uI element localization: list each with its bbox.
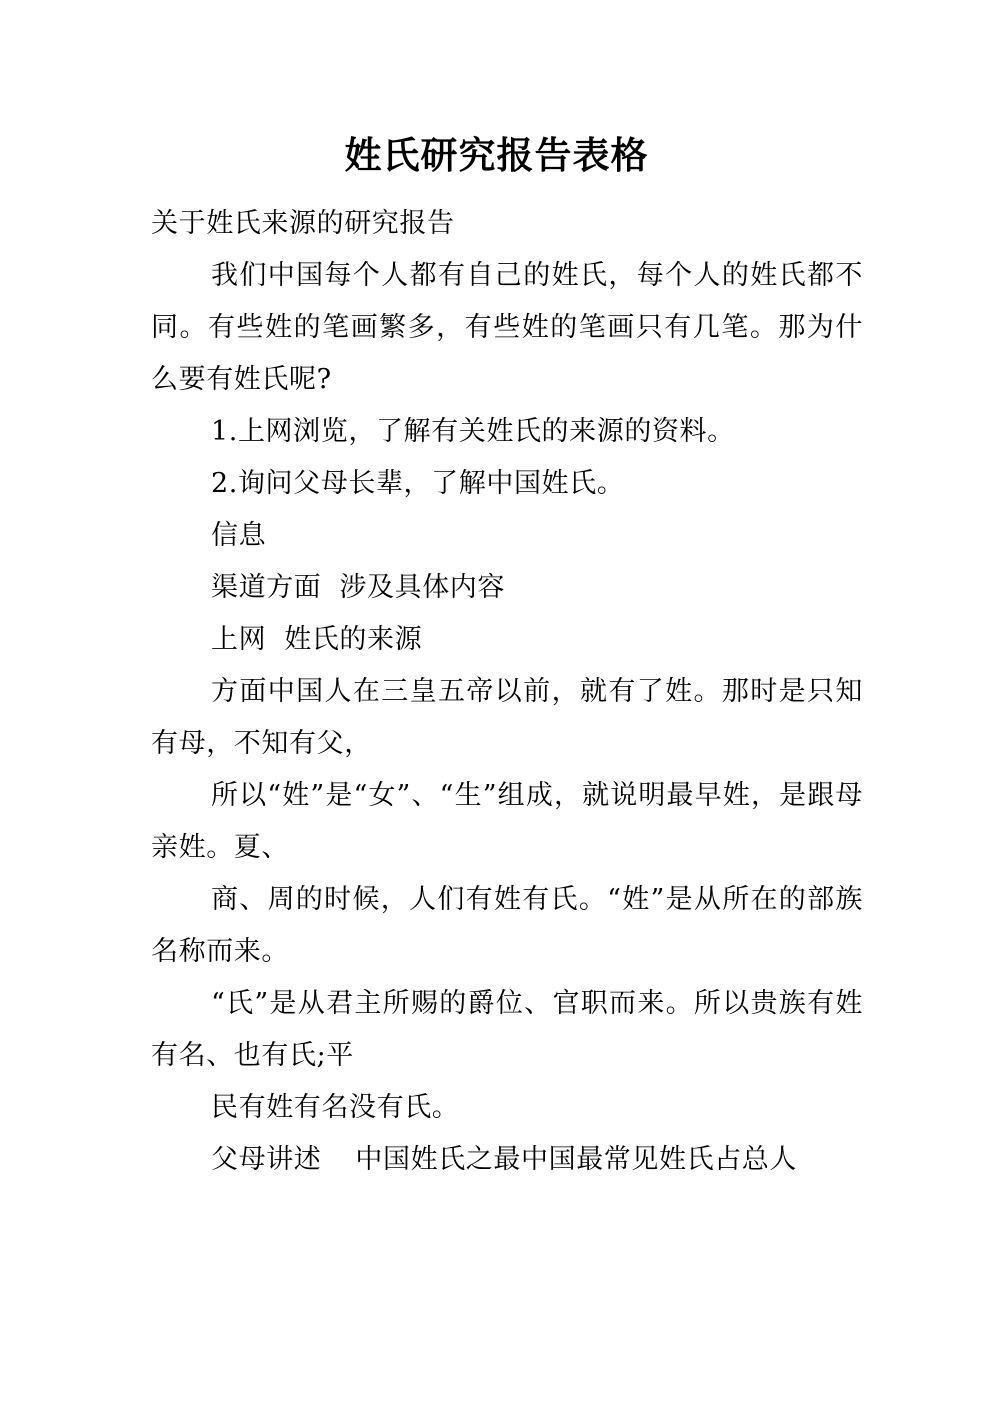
content-paragraph: 所以“姓”是“女”、“生”组成，就说明最早姓，是跟母亲姓。夏、 — [151, 780, 863, 863]
document-body — [151, 198, 863, 1186]
info-label: 信息 — [211, 520, 267, 551]
content-paragraph: “氏”是从君主所赐的爵位、官职而来。所以贵族有姓有名、也有氏;平 — [151, 988, 863, 1071]
header-content: 涉及具体内容 — [339, 572, 506, 603]
content-paragraph: 民有姓有名没有氏。 — [211, 1092, 460, 1123]
row-parents-text: 中国姓氏之最中国最常见姓氏占总人 — [355, 1144, 798, 1175]
content-paragraph: 商、周的时候，人们有姓有氏。“姓”是从所在的部族名称而来。 — [151, 884, 863, 967]
step-2: 2.询问父母长辈，了解中国姓氏。 — [211, 468, 625, 499]
row-parents-channel: 父母讲述 — [211, 1144, 322, 1175]
table-header-row — [151, 562, 863, 614]
content-paragraph: 方面中国人在三皇五帝以前，就有了姓。那时是只知有母，不知有父， — [151, 676, 863, 759]
row-parents — [151, 1134, 863, 1186]
row-internet-topic: 姓氏的来源 — [284, 624, 423, 655]
header-channel: 渠道方面 — [211, 572, 322, 603]
row-internet-channel: 上网 — [211, 624, 267, 655]
intro-paragraph: 我们中国每个人都有自己的姓氏，每个人的姓氏都不同。有些姓的笔画繁多，有些姓的笔画只有几笔。那为什么要有姓氏呢? — [151, 260, 863, 395]
step-1: 1.上网浏览，了解有关姓氏的来源的资料。 — [211, 416, 735, 447]
document-title: 姓氏研究报告表格 — [344, 134, 649, 177]
row-internet — [151, 614, 863, 666]
subtitle: 关于姓氏来源的研究报告 — [151, 208, 455, 239]
